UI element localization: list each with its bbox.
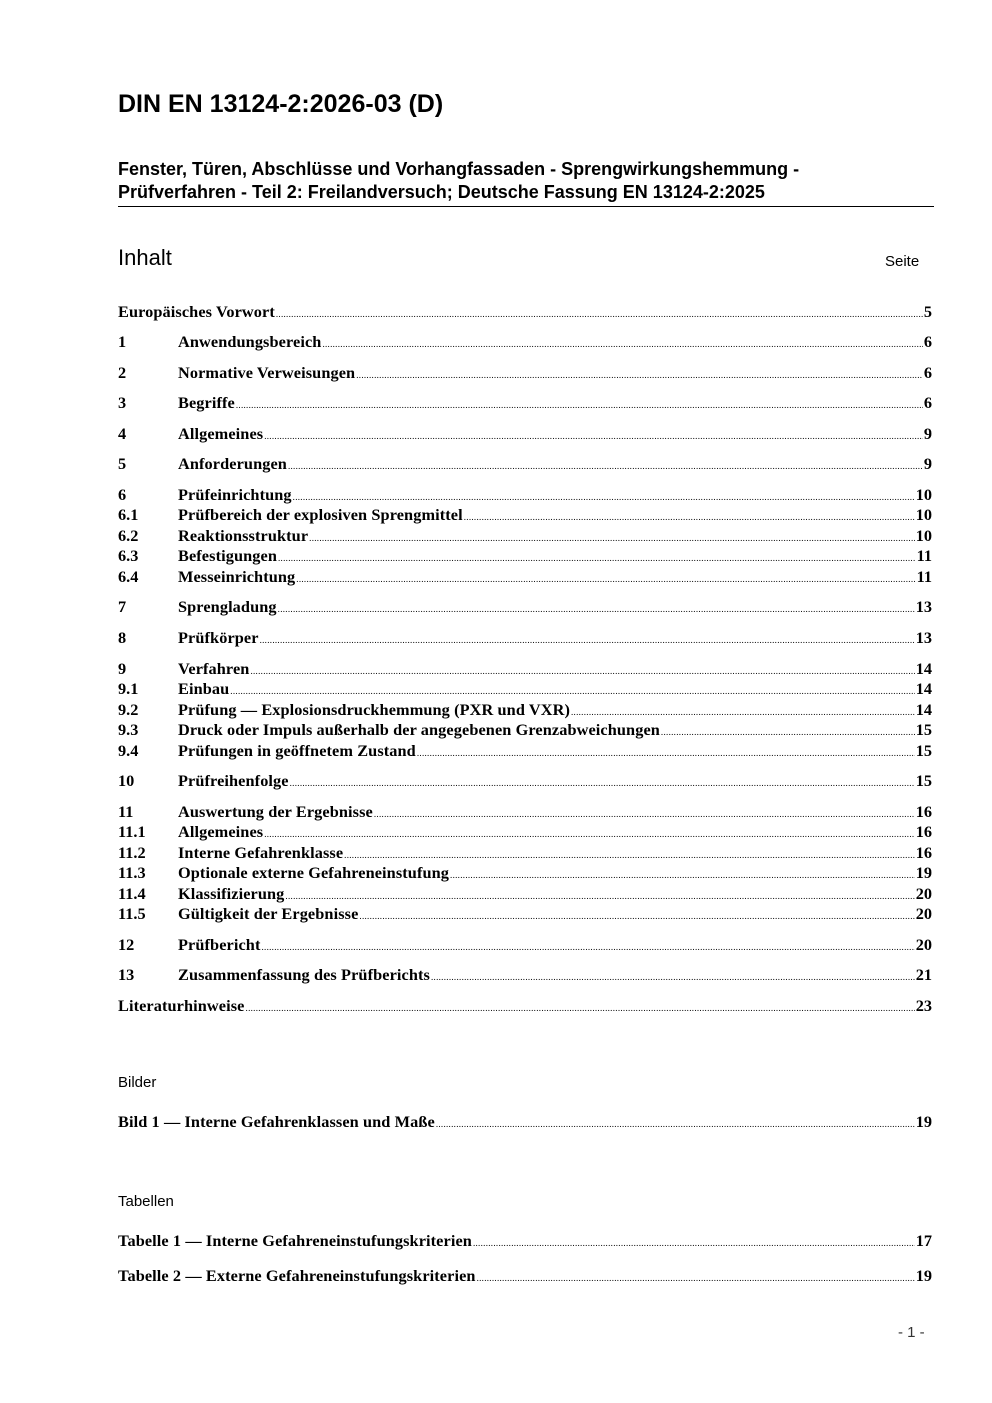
toc-entry[interactable] [118,884,932,904]
figure-entry-title: Bild 1 — Interne Gefahrenklassen und Maße [118,1112,435,1131]
toc-leader [264,822,915,844]
toc-entry[interactable] [118,741,932,761]
toc-entry-page: 11 [916,567,932,586]
toc-entry-page: 11 [916,546,932,565]
toc-entry-number: 5 [118,454,127,473]
toc-entry[interactable] [118,526,932,546]
toc-entry[interactable] [118,863,932,883]
toc-leader [260,628,915,650]
toc-entry-title: Prüfungen in geöffnetem Zustand [178,741,416,760]
toc-entry[interactable] [118,424,932,444]
toc-entry[interactable] [118,505,932,525]
toc-entry-title: Prüfbericht [178,935,261,954]
toc-entry-title: Literaturhinweise [118,996,245,1015]
toc-entry[interactable] [118,485,932,505]
toc-leader [344,843,915,865]
toc-entry-page: 9 [923,424,932,443]
toc-leader [417,741,915,763]
toc-leader [477,1266,915,1288]
toc-entry-page: 6 [923,393,932,412]
toc-leader [278,597,915,619]
toc-entry-page: 16 [915,802,932,821]
page-number: - 1 - [898,1324,925,1341]
toc-entry-number: 11 [118,802,134,821]
figures-heading: Bilder [118,1074,157,1091]
toc-entry-title: Anforderungen [178,454,287,473]
toc-entry-title: Befestigungen [178,546,277,565]
table-entry-title: Tabelle 2 — Externe Gefahreneinstufungskriterien [118,1266,476,1285]
toc-entry[interactable] [118,679,932,699]
toc-entry[interactable] [118,965,932,985]
toc-leader [250,659,914,681]
toc-entry-page: 13 [915,628,932,647]
toc-entry-number: 3 [118,393,127,412]
toc-entry[interactable] [118,720,932,740]
toc-entry-title: Verfahren [178,659,250,678]
toc-leader [322,332,922,354]
toc-entry-title: Auswertung der Ergebnisse [178,802,373,821]
toc-entry-number: 6.4 [118,567,139,586]
toc-leader [290,771,915,793]
toc-entry[interactable] [118,996,932,1016]
toc-entry-title: Allgemeines [178,424,264,443]
toc-leader [359,904,914,926]
toc-entry-title: Klassifizierung [178,884,285,903]
toc-entry-title: Normative Verweisungen [178,363,356,382]
toc-leader [374,802,915,824]
toc-leader [661,720,915,742]
toc-entry-number: 8 [118,628,127,647]
toc-entry-page: 6 [923,332,932,351]
toc-entry-title: Allgemeines [178,822,264,841]
toc-entry-number: 7 [118,597,127,616]
toc-entry-title: Zusammenfassung des Prüfberichts [178,965,430,984]
toc-entry-page: 20 [915,884,932,903]
table-entry[interactable] [118,1231,932,1251]
toc-entry-number: 11.1 [118,822,146,841]
toc-leader [288,454,923,476]
toc-entry[interactable] [118,597,932,617]
toc-entry-title: Einbau [178,679,230,698]
toc-entry-title: Prüfbereich der explosiven Sprengmittel [178,505,463,524]
toc-entry-number: 9.3 [118,720,139,739]
toc-entry-number: 11.4 [118,884,146,903]
toc-entry-number: 6.2 [118,526,139,545]
document-subtitle [118,158,934,207]
toc-entry-page: 10 [915,505,932,524]
toc-leader [473,1231,915,1253]
toc-entry-page: 19 [915,863,932,882]
toc-entry-title: Gültigkeit der Ergebnisse [178,904,359,923]
toc-entry[interactable] [118,904,932,924]
toc-entry-number: 10 [118,771,135,790]
toc-entry[interactable] [118,363,932,383]
toc-leader [436,1112,915,1134]
toc-entry-page: 23 [915,996,932,1015]
toc-leader [285,884,914,906]
figure-entry-page: 19 [915,1112,932,1131]
table-entry-page: 19 [915,1266,932,1285]
figure-entry[interactable] [118,1112,932,1132]
toc-leader [264,424,923,446]
toc-entry-page: 14 [915,659,932,678]
toc-entry[interactable] [118,843,932,863]
toc-entry-number: 9 [118,659,127,678]
toc-entry-title: Prüfeinrichtung [178,485,292,504]
toc-entry-number: 11.5 [118,904,146,923]
toc-leader [236,393,923,415]
toc-entry[interactable] [118,935,932,955]
toc-entry[interactable] [118,822,932,842]
toc-entry-number: 12 [118,935,135,954]
toc-entry-page: 6 [923,363,932,382]
toc-entry-page: 21 [915,965,932,984]
toc-entry-title: Reaktionsstruktur [178,526,309,545]
toc-entry-title: Sprengladung [178,597,277,616]
toc-entry-page: 20 [915,904,932,923]
toc-entry-number: 9.1 [118,679,139,698]
toc-entry-page: 15 [915,720,932,739]
toc-entry-number: 6 [118,485,127,504]
toc-entry-title: Messeinrichtung [178,567,296,586]
toc-entry[interactable] [118,567,932,587]
toc-entry-number: 9.2 [118,700,139,719]
toc-entry[interactable] [118,628,932,648]
toc-entry-page: 13 [915,597,932,616]
toc-entry-number: 6.3 [118,546,139,565]
toc-entry[interactable] [118,393,932,413]
toc-leader [571,700,915,722]
toc-leader [230,679,914,701]
toc-entry-number: 6.1 [118,505,139,524]
toc-entry-title: Prüfreihenfolge [178,771,289,790]
document-id: DIN EN 13124-2:2026-03 (D) [118,90,444,118]
toc-entry-title: Prüfkörper [178,628,259,647]
toc-entry[interactable] [118,454,932,474]
toc-entry-page: 20 [915,935,932,954]
toc-entry-page: 10 [915,485,932,504]
toc-entry[interactable] [118,771,932,791]
toc-entry-page: 14 [915,679,932,698]
toc-leader [278,546,916,568]
toc-entry-number: 2 [118,363,127,382]
table-entry[interactable] [118,1266,932,1286]
toc-entry-title: Interne Gefahrenklasse [178,843,344,862]
toc-leader [246,996,915,1018]
toc-entry[interactable] [118,700,932,720]
toc-entry-number: 4 [118,424,127,443]
toc-leader [450,863,915,885]
toc-entry-page: 15 [915,741,932,760]
toc-entry-title: Prüfung — Explosionsdruckhemmung (PXR und VXR) [178,700,570,719]
toc-entry-page: 15 [915,771,932,790]
tables-heading: Tabellen [118,1193,174,1210]
toc-entry-title: Europäisches Vorwort [118,302,275,321]
toc-entry-page: 14 [915,700,932,719]
toc-entry-page: 9 [923,454,932,473]
toc-entry[interactable] [118,332,932,352]
toc-entry-page: 16 [915,843,932,862]
toc-entry-title: Anwendungsbereich [178,332,322,351]
toc-entry[interactable] [118,546,932,566]
toc-leader [261,935,914,957]
toc-entry-number: 9.4 [118,741,139,760]
toc-entry-page: 16 [915,822,932,841]
toc-leader [309,526,915,548]
toc-entry-number: 13 [118,965,135,984]
toc-entry-title: Druck oder Impuls außerhalb der angegebenen Grenzabweichungen [178,720,660,739]
toc-leader [431,965,915,987]
toc-entry-page: 5 [923,302,932,321]
toc-entry-number: 11.3 [118,863,146,882]
toc-leader [356,363,923,385]
table-entry-title: Tabelle 1 — Interne Gefahreneinstufungskriterien [118,1231,472,1250]
toc-entry[interactable] [118,302,932,322]
toc-leader [296,567,915,589]
toc-entry[interactable] [118,802,932,822]
table-entry-page: 17 [915,1231,932,1250]
toc-heading: Inhalt [118,245,172,270]
toc-page-label: Seite [885,253,920,270]
subtitle-line-2: Prüfverfahren - Teil 2: Freilandversuch; Deutsche Fassung EN 13124-2:2025 [118,182,765,202]
toc-leader [276,302,923,324]
toc-leader [293,485,915,507]
toc-entry-number: 11.2 [118,843,146,862]
toc-entry-number: 1 [118,332,127,351]
toc-entry-page: 10 [915,526,932,545]
toc-leader [464,505,915,527]
toc-entry-title: Optionale externe Gefahreneinstufung [178,863,450,882]
subtitle-line-1: Fenster, Türen, Abschlüsse und Vorhangfassaden - Sprengwirkungshemmung - [118,159,800,179]
toc-entry-title: Begriffe [178,393,235,412]
toc-entry[interactable] [118,659,932,679]
